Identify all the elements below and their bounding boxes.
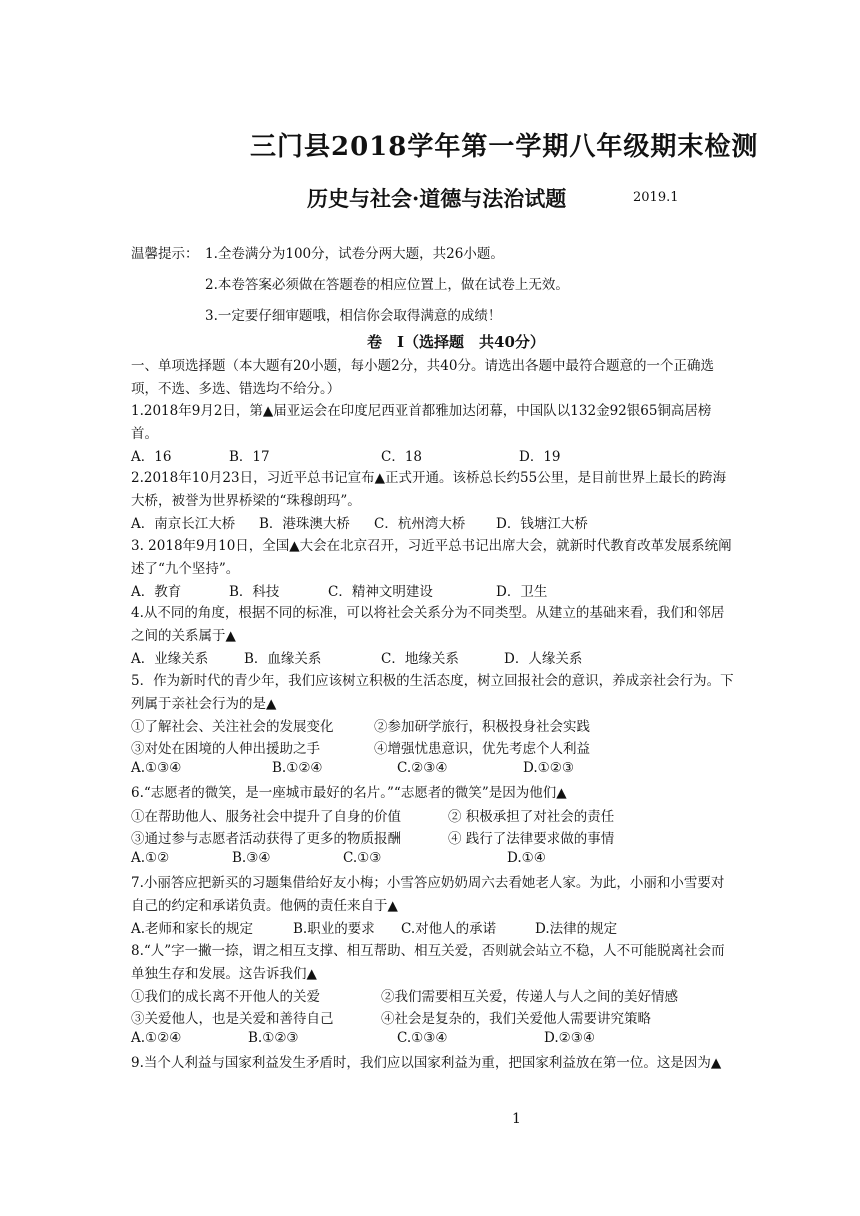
statement: ①在帮助他人、服务社会中提升了自身的价值 xyxy=(131,809,401,825)
option: D．人缘关系 xyxy=(504,651,583,667)
option: A．教育 xyxy=(131,584,182,600)
statements-row xyxy=(131,805,731,827)
option: C.②③④ xyxy=(397,760,448,776)
statement: ④增强忧患意识，优先考虑个人利益 xyxy=(374,741,590,757)
exam-date: 2019.1 xyxy=(633,190,679,205)
tip-item: 1.全卷满分为100分，试卷分两大题，共26小题。 xyxy=(205,246,504,262)
question-stem: 3. 2018年9月10日，全国▲大会在北京召开，习近平总书记出席大会，就新时代教育改革发展系统阐述了“九个坚持”。 xyxy=(131,538,732,577)
statement: ③关爱他人，也是关爱和善待自己 xyxy=(131,1011,334,1027)
option: B.①②③ xyxy=(248,1030,299,1046)
options-row xyxy=(131,1030,731,1052)
statements-row xyxy=(131,1007,731,1029)
statements-row xyxy=(131,985,731,1007)
option: B．港珠澳大桥 xyxy=(259,516,350,532)
option: A.①② xyxy=(131,850,170,866)
option: D．钱塘江大桥 xyxy=(496,516,588,532)
option: B.①②④ xyxy=(272,760,323,776)
statement: ② 积极承担了对社会的责任 xyxy=(448,809,615,825)
question-stem: 8.“人”字一撇一捺，谓之相互支撑、相互帮助、相互关爱，否则就会站立不稳，人不可能脱离社会而单独生存和发展。这告诉我们▲ xyxy=(131,943,725,982)
option: D．19 xyxy=(519,449,561,465)
page-number: 1 xyxy=(512,1111,521,1127)
exam-title: 三门县2018学年第一学期八年级期末检测 xyxy=(250,132,759,162)
section-instructions: 一、单项选择题（本大题有20小题，每小题2分，共40分。请选出各题中最符合题意的一个正确选项，不选、多选、错选均不给分。） xyxy=(131,358,714,397)
exam-subtitle: 历史与社会·道德与法治试题 xyxy=(307,186,567,211)
statement: ③对处在困境的人伸出援助之手 xyxy=(131,741,320,757)
statement: ①我们的成长离不开他人的关爱 xyxy=(131,989,320,1005)
option: D.①④ xyxy=(507,850,546,866)
option: A．南京长江大桥 xyxy=(131,516,236,532)
options-row xyxy=(131,512,731,534)
tip-item: 3.一定要仔细审题哦，相信你会取得满意的成绩！ xyxy=(205,308,502,324)
tips-label: 温馨提示： xyxy=(131,246,199,262)
options-row xyxy=(131,850,731,872)
statement: ③通过参与志愿者活动获得了更多的物质报酬 xyxy=(131,831,401,847)
option: A.①③④ xyxy=(131,760,182,776)
option: C．杭州湾大桥 xyxy=(374,516,466,532)
question-stem: 1.2018年9月2日，第▲届亚运会在印度尼西亚首都雅加达闭幕，中国队以132金92银65铜高居榜首。 xyxy=(131,403,712,442)
option: C.①③④ xyxy=(397,1030,448,1046)
option: A.①②④ xyxy=(131,1030,182,1046)
question-stem: 6.“志愿者的微笑，是一座城市最好的名片。”“志愿者的微笑”是因为他们▲ xyxy=(131,785,567,801)
statements-row xyxy=(131,827,731,849)
statements-row xyxy=(131,737,731,759)
option: D.①②③ xyxy=(523,760,574,776)
tip-item: 2.本卷答案必须做在答题卷的相应位置上，做在试卷上无效。 xyxy=(205,277,569,293)
options-row xyxy=(131,647,731,669)
option: A．16 xyxy=(131,449,172,465)
statement: ②参加研学旅行，积极投身社会实践 xyxy=(374,719,590,735)
option: B．17 xyxy=(229,449,270,465)
options-row xyxy=(131,917,731,939)
option: C.①③ xyxy=(343,850,382,866)
option: A.老师和家长的规定 xyxy=(131,921,254,937)
options-row xyxy=(131,445,731,467)
option: C．18 xyxy=(381,449,423,465)
statement: ②我们需要相互关爱，传递人与人之间的美好情感 xyxy=(381,989,678,1005)
section-heading: 卷 I（选择题 共40分） xyxy=(367,333,545,351)
question-stem: 2.2018年10月23日，习近平总书记宣布▲正式开通。该桥总长约55公里，是目前世界上最长的跨海大桥，被誉为世界桥梁的“珠穆朗玛”。 xyxy=(131,470,727,509)
question-stem: 9.当个人利益与国家利益发生矛盾时，我们应以国家利益为重，把国家利益放在第一位。这是因为▲ xyxy=(131,1055,722,1071)
option: C．地缘关系 xyxy=(381,651,459,667)
statement: ①了解社会、关注社会的发展变化 xyxy=(131,719,334,735)
option: D．卫生 xyxy=(496,584,548,600)
option: D.法律的规定 xyxy=(535,921,618,937)
option: A．业缘关系 xyxy=(131,651,209,667)
option: C．精神文明建设 xyxy=(328,584,433,600)
option: B.③④ xyxy=(232,850,271,866)
options-row xyxy=(131,580,731,602)
option: B．血缘关系 xyxy=(244,651,322,667)
statement: ④ 践行了法律要求做的事情 xyxy=(448,831,615,847)
question-stem: 4.从不同的角度，根据不同的标准，可以将社会关系分为不同类型。从建立的基础来看，我们和邻居之间的关系属于▲ xyxy=(131,605,725,644)
option: C.对他人的承诺 xyxy=(401,921,497,937)
option: D.②③④ xyxy=(544,1030,595,1046)
options-row xyxy=(131,760,731,782)
statements-row xyxy=(131,715,731,737)
statement: ④社会是复杂的，我们关爱他人需要讲究策略 xyxy=(381,1011,651,1027)
question-stem: 5．作为新时代的青少年，我们应该树立积极的生活态度，树立回报社会的意识，养成亲社会行为。下列属于亲社会行为的是▲ xyxy=(131,673,734,712)
option: B.职业的要求 xyxy=(293,921,375,937)
question-stem: 7.小丽答应把新买的习题集借给好友小梅；小雪答应奶奶周六去看她老人家。为此，小丽和小雪要对自己的约定和承诺负责。他俩的责任来自于▲ xyxy=(131,875,725,914)
option: B．科技 xyxy=(229,584,280,600)
